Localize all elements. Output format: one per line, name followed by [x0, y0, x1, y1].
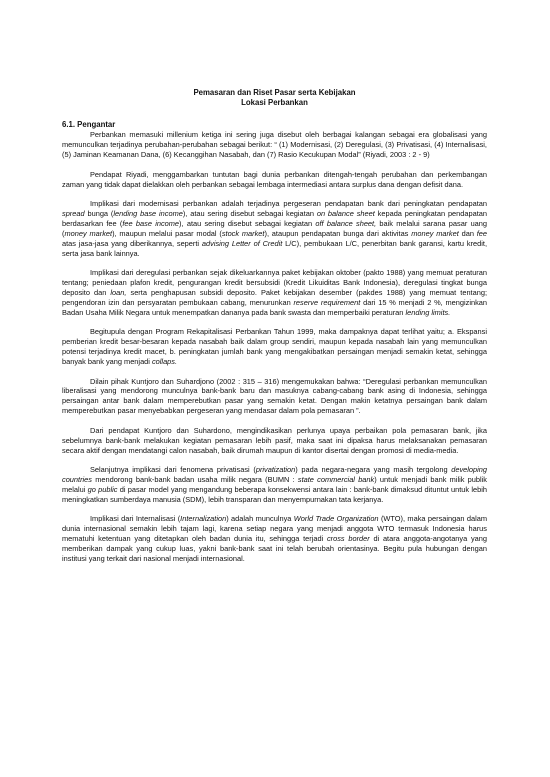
paragraph-3-text: dan: [458, 228, 477, 238]
paragraph-4-text: dari 15 % menjadi 2 %, mengizinkan Badan Usaha Milik Negara untuk menempatkan dananya pada bank swasta dan memperbaiki peraturan: [62, 297, 487, 317]
paragraph-4: [62, 268, 487, 318]
paragraph-3-italic: spread: [62, 209, 85, 219]
paragraph-3-text: Implikasi dari modernisasi perbankan adalah terjadinya pergeseran pendapatan bank dari peningkatan pendapatan: [90, 199, 487, 209]
paragraph-1: Perbankan memasuki millenium ketiga ini sering juga disebut oleh berbagai kalangan sebagai era globalisasi yang memunculkan terjadinya perubahan-perubahan sebagai berikut: “ (1) Modernisasi, (2) Deregulasi, (3) Privatisasi, (4) Internalisasi, (5) Jaminan Keamanan Dana, (6) Kecanggihan Nasabah, dan (7) Rasio Kecukupan Modal” (Riyadi, 2003 : 2 - 9): [62, 130, 487, 160]
paragraph-3-text: baik melalui sarana pasar uang (: [62, 218, 488, 238]
paragraph-2: Pendapat Riyadi, menggambarkan tuntutan bagi dunia perbankan ditengah-tengah perubahan dan perkembangan zaman yang tidak dapat dielakkan oleh perbankan sebagai lembaga intermediasi antara surplus dana dengan defisit dana.: [62, 169, 487, 189]
paragraph-3-italic: fee base income: [122, 218, 180, 228]
paragraph-8-text: Selanjutnya implikasi dari fenomena privatisasi (: [90, 465, 256, 475]
paragraph-9-text: Implikasi dari Internalisasi (: [90, 514, 181, 524]
section-heading: 6.1. Pengantar: [62, 120, 116, 130]
paragraph-8-italic: developing countries: [62, 465, 487, 484]
paragraph-3-text: ), atau sering disebut sebagai kegiatan: [182, 209, 317, 219]
paragraph-7: Dari pendapat Kuntjoro dan Suhardono, mengindikasikan perlunya upaya perbaikan pola pemasaran bank, jika sebelumnya bank-bank melakukan kegiatan pemasaran lebih pasif, maka saat ini dipaksa harus melaksanakan pemasaran secara aktif dengan mendatangi calon nasabah, baik dirumah maupun di kantor disertai dengan promosi di media-media.: [62, 425, 487, 455]
paragraph-3-text: kepada peningkatan pendapatan berdasarkan fee (: [62, 209, 487, 228]
paragraph-8-italic: go public: [87, 484, 118, 494]
paragraph-8-text: di pasar model yang mengandung beberapa konsekwensi antara lain : bank-bank dimaksud dituntut untuk lebih meningkatkan sumberdaya manusia (SDM), lebih transparan dan menyempurnakan tata kerjanya.: [62, 484, 487, 504]
paragraph-3-text: L/C), pembukaan L/C, penerbitan bank garansi, kartu kredit, serta jasa bank lainnya.: [62, 238, 487, 258]
paragraph-9-italic: Internalization: [180, 514, 227, 524]
paragraph-3-text: ), maupun melalui pasar modal (: [112, 228, 222, 238]
paragraph-9-text: (WTO), maka persaingan dalam dunia internasional semakin lebih tajam lagi, karena setiap negara yang menjadi anggota WTO termasuk Indonesia harus mematuhi ketentuan yang ditetapkan oleh badan dunia itu, sehingga terjadi: [62, 514, 487, 544]
paragraph-3-text: bunga (: [84, 209, 114, 219]
paragraph-3-italic: fee: [476, 228, 488, 238]
paragraph-8: [62, 465, 487, 505]
paragraph-3-italic: off balance sheet,: [315, 218, 377, 228]
paragraph-9-text: ) adalah munculnya: [226, 514, 294, 524]
paragraph-3-text: ), ataupun pendapatan bunga dari aktivitas: [264, 228, 412, 238]
paragraph-3-italic: stock market: [221, 228, 265, 238]
document-body: [62, 88, 487, 573]
paragraph-4-text: serta penghapusan subsidi deposito. Paket kebijakan desember (pakdes 1988) yang memuat tentang; pengendoran izin dan persyaratan pembukaan cabang, menurunkan: [62, 287, 487, 307]
paragraph-8-text: ) pada negara-negara yang masih tergolong: [295, 465, 452, 475]
paragraph-9-italic: World Trade Organization: [293, 514, 379, 524]
paragraph-3-text: atas jasa-jasa yang diberikannya, seperti: [62, 238, 202, 248]
paragraph-4-italic: lending limits.: [405, 307, 451, 317]
paragraph-9: [62, 514, 487, 564]
paragraph-6: Dilain pihak Kuntjoro dan Suhardjono (2002 : 315 – 316) mengemukakan bahwa: “Deregulasi perbankan memunculkan liberalisasi yang mendorong munculnya bank-bank baru dan masuknya cabang-cabang bank asing di Indonesia, sehingga persaingan antar bank dalam memperebutkan pasar yang semakin ketat. Dengan makin ketatnya persaingan bank dalam memperebutkan pasar menyebabkan pergeseran yang mendasar dalam pola pemasaran ”.: [62, 376, 487, 416]
paragraph-5: [62, 327, 487, 367]
paragraph-9-text: di atara anggota-angotanya yang memberikan dampak yang cukup luas, yakni bank-bank saat ini telah berubah orientasinya. Begitu pula hubungan dengan institusi yang terkait dari nasional menjadi internasional.: [62, 534, 487, 563]
paragraph-3-text: ), atau sering disebut sebagai kegiatan: [179, 218, 316, 228]
title-line-1: Pemasaran dan Riset Pasar serta Kebijakan: [193, 88, 356, 97]
paragraph-8-italic: state commercial bank: [297, 474, 375, 484]
paragraph-3-italic: lending base income: [113, 209, 183, 219]
title-line-2: Lokasi Perbankan: [241, 98, 308, 108]
paragraph-3-italic: money market: [64, 228, 113, 238]
paragraph-5-text: Begitupula dengan Program Rekapitalisasi Perbankan Tahun 1999, maka dampaknya dapat terlihat yaitu; a. Ekspansi pemberian kredit besar-besaran kepada nasabah baik dalam group sendiri, maupun kepada nasabah lain yang memunculkan potensi terjadinya kredit macet, b. peningkatan jumlah bank yang mengakibatkan persaingan menjadi semakin ketat, sehingga banyak bank yang menjadi: [62, 327, 487, 366]
paragraph-8-text: ) untuk menjadi bank milik publik melalui: [62, 474, 487, 494]
paragraph-3-italic: advising Letter of Credit: [201, 238, 283, 248]
paragraph-8-italic: privatization: [255, 465, 296, 475]
paragraph-4-text: Implikasi dari deregulasi perbankan sejak dikeluarkannya paket kebijakan oktober (pakto 1988) yang memuat peraturan tentang; peniedaan plafon kredit, pengurangan kredit bersubsidi (Kredit Likuiditas Bank Indonesia), deregulasi tingkat bunga deposito dan: [62, 268, 487, 297]
paragraph-3-italic: on balance sheet: [316, 209, 375, 219]
paragraph-8-text: mendorong bank-bank badan usaha milik negara (BUMN :: [92, 474, 298, 484]
paragraph-9-italic: cross border: [326, 534, 370, 544]
document-title: [62, 88, 487, 108]
paragraph-5-italic: collaps.: [151, 357, 178, 366]
paragraph-3-italic: money market: [411, 228, 459, 238]
paragraph-4-italic: reserve requirement: [293, 297, 361, 307]
paragraph-3: [62, 199, 487, 258]
paragraph-4-italic: loan,: [110, 287, 127, 297]
